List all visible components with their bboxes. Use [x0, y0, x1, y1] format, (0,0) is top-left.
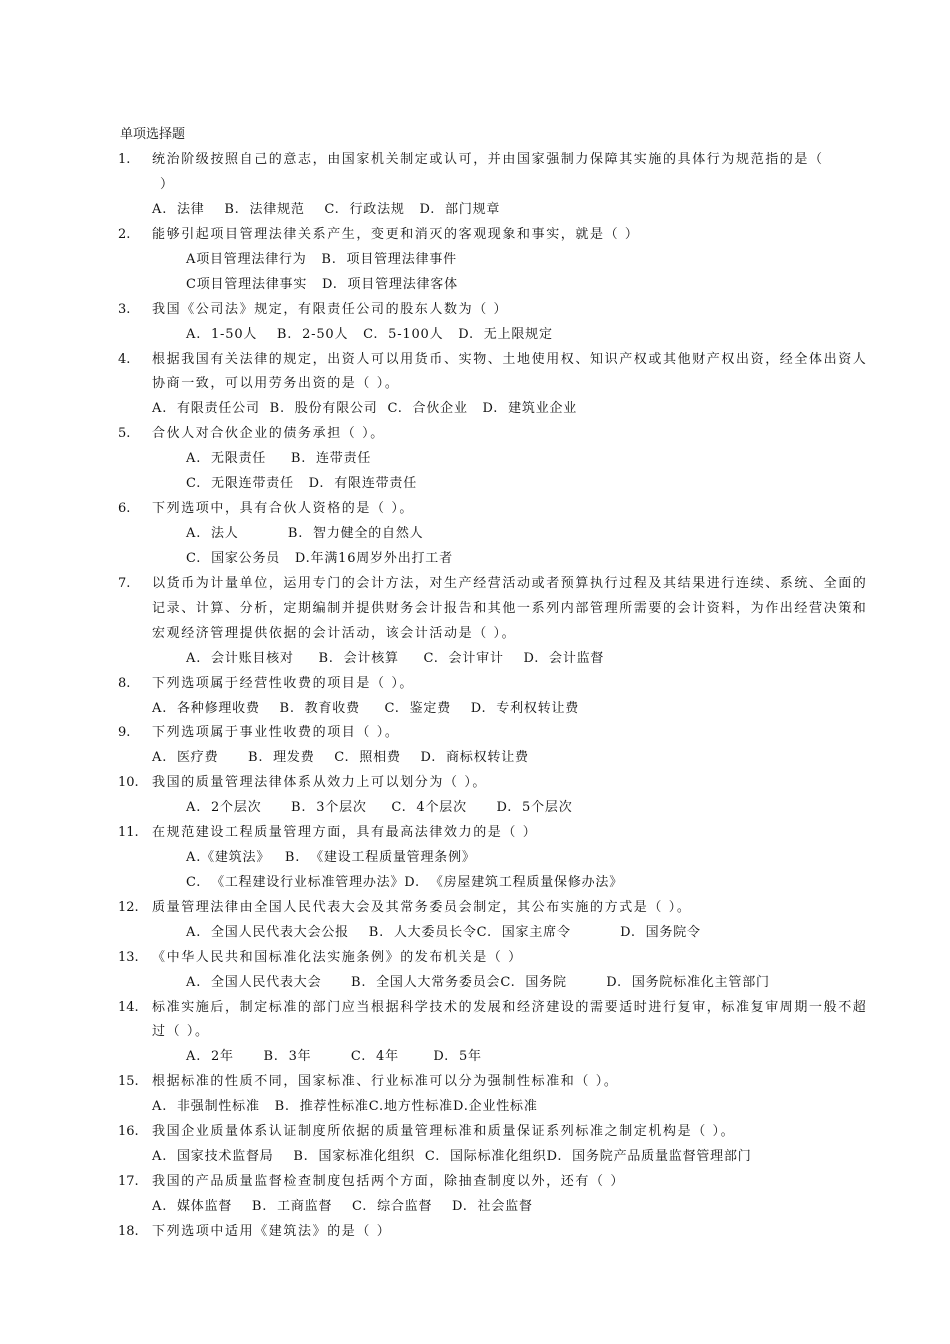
question-number: 6.	[118, 501, 131, 516]
question-number: 17.	[118, 1174, 139, 1189]
question-number: 8.	[118, 676, 131, 691]
section-title: 单项选择题	[120, 127, 186, 142]
question-options: A. 法人 B. 智力健全的自然人	[186, 526, 424, 541]
question-options: A. 2年 B. 3年 C. 4年 D. 5年	[186, 1049, 482, 1064]
question-options: A. 全国人民代表大会公报 B. 人大委员长令C. 国家主席令 D. 国务院令	[186, 925, 701, 940]
question-number: 3.	[118, 302, 131, 317]
question-number: 5.	[118, 426, 131, 441]
question-text: 我国的质量管理法律体系从效力上可以划分为（ ）。	[152, 775, 488, 790]
question-text: 我国《公司法》规定，有限责任公司的股东人数为（ ）	[152, 302, 509, 317]
question-text: 下列选项中，具有合伙人资格的是（ ）。	[152, 501, 415, 516]
question-text: 下列选项中适用《建筑法》的是（ ）	[152, 1224, 392, 1239]
question-text: 质量管理法律由全国人民代表大会及其常务委员会制定，其公布实施的方式是（ ）。	[152, 900, 692, 915]
question-options: C. 国家公务员 D.年满16周岁外出打工者	[186, 551, 453, 566]
question-options: C. 《工程建设行业标准管理办法》D. 《房屋建筑工程质量保修办法》	[186, 875, 624, 890]
question-text: 《中华人民共和国标准化法实施条例》的发布机关是（ ）	[152, 950, 523, 965]
question-options: A. 各种修理收费 B. 教育收费 C. 鉴定费 D. 专利权转让费	[152, 701, 580, 716]
question-options: C项目管理法律事实 D. 项目管理法律客体	[186, 277, 458, 292]
question-text: 标准实施后，制定标准的部门应当根据科学技术的发展和经济建设的需要适时进行复审，标准复审周期一般不超	[152, 1000, 868, 1015]
question-text: 我国企业质量体系认证制度所依据的质量管理标准和质量保证系列标准之制定机构是（ ）。	[152, 1124, 736, 1139]
question-number: 12.	[118, 900, 139, 915]
question-number: 9.	[118, 725, 131, 740]
question-number: 15.	[118, 1074, 139, 1089]
question-text: 能够引起项目管理法律关系产生，变更和消灭的客观现象和事实，就是（ ）	[152, 227, 640, 242]
question-number: 1.	[118, 152, 131, 167]
question-text: 根据我国有关法律的规定，出资人可以用货币、实物、土地使用权、知识产权或其他财产权出资，经全体出资人	[152, 352, 868, 367]
question-options: A. 会计账目核对 B. 会计核算 C. 会计审计 D. 会计监督	[186, 651, 605, 666]
question-text: 记录、计算、分析，定期编制并提供财务会计报告和其他一系列内部管理所需要的会计资料，为作出经营决策和	[152, 601, 868, 616]
question-options: A项目管理法律行为 B. 项目管理法律事件	[186, 252, 457, 267]
question-number: 11.	[118, 825, 139, 840]
question-number: 14.	[118, 1000, 139, 1015]
question-number: 10.	[118, 775, 139, 790]
question-number: 7.	[118, 576, 131, 591]
question-text: 统治阶级按照自己的意志，由国家机关制定或认可，并由国家强制力保障其实施的具体行为规范指的是（	[152, 152, 824, 167]
question-options: C. 无限连带责任 D. 有限连带责任	[186, 476, 418, 491]
question-text: 在规范建设工程质量管理方面，具有最高法律效力的是（ ）	[152, 825, 538, 840]
question-options: A. 无限责任 B. 连带责任	[186, 451, 372, 466]
question-text: 宏观经济管理提供依据的会计活动，该会计活动是（ ）。	[152, 626, 517, 641]
question-options: A. 医疗费 B. 理发费 C. 照相费 D. 商标权转让费	[152, 750, 529, 765]
question-options: A.《建筑法》 B. 《建设工程质量管理条例》	[186, 850, 476, 865]
question-text: 我国的产品质量监督检查制度包括两个方面，除抽查制度以外，还有（ ）	[152, 1174, 625, 1189]
question-text: 下列选项属于经营性收费的项目是（ ）。	[152, 676, 415, 691]
question-number: 16.	[118, 1124, 139, 1139]
question-text: 下列选项属于事业性收费的项目（ ）。	[152, 725, 400, 740]
question-options: A. 1-50人 B. 2-50人 C. 5-100人 D. 无上限规定	[186, 327, 553, 342]
question-number: 4.	[118, 352, 131, 367]
question-options: A. 有限责任公司 B. 股份有限公司 C. 合伙企业 D. 建筑业企业	[152, 401, 578, 416]
question-number: 13.	[118, 950, 139, 965]
question-text: 以货币为计量单位，运用专门的会计方法，对生产经营活动或者预算执行过程及其结果进行连续、系统、全面的	[152, 576, 868, 591]
question-text: 过（ ）。	[152, 1024, 210, 1039]
question-text: ）	[160, 177, 175, 192]
question-number: 18.	[118, 1224, 139, 1239]
question-text: 协商一致，可以用劳务出资的是（ ）。	[152, 376, 400, 391]
question-number: 2.	[118, 227, 131, 242]
question-options: A. 法律 B. 法律规范 C. 行政法规 D. 部门规章	[152, 202, 501, 217]
question-options: A. 国家技术监督局 B. 国家标准化组织 C. 国际标准化组织D. 国务院产品质量监督管理部门	[152, 1149, 752, 1164]
question-options: A. 全国人民代表大会 B. 全国人大常务委员会C. 国务院 D. 国务院标准化主管部门	[186, 975, 770, 990]
question-options: A. 2个层次 B. 3个层次 C. 4个层次 D. 5个层次	[186, 800, 573, 815]
question-options: A. 媒体监督 B. 工商监督 C. 综合监督 D. 社会监督	[152, 1199, 533, 1214]
question-text: 根据标准的性质不同，国家标准、行业标准可以分为强制性标准和（ ）。	[152, 1074, 619, 1089]
question-text: 合伙人对合伙企业的债务承担（ ）。	[152, 426, 385, 441]
question-options: A. 非强制性标准 B. 推荐性标准C.地方性标准D.企业性标准	[152, 1099, 538, 1114]
